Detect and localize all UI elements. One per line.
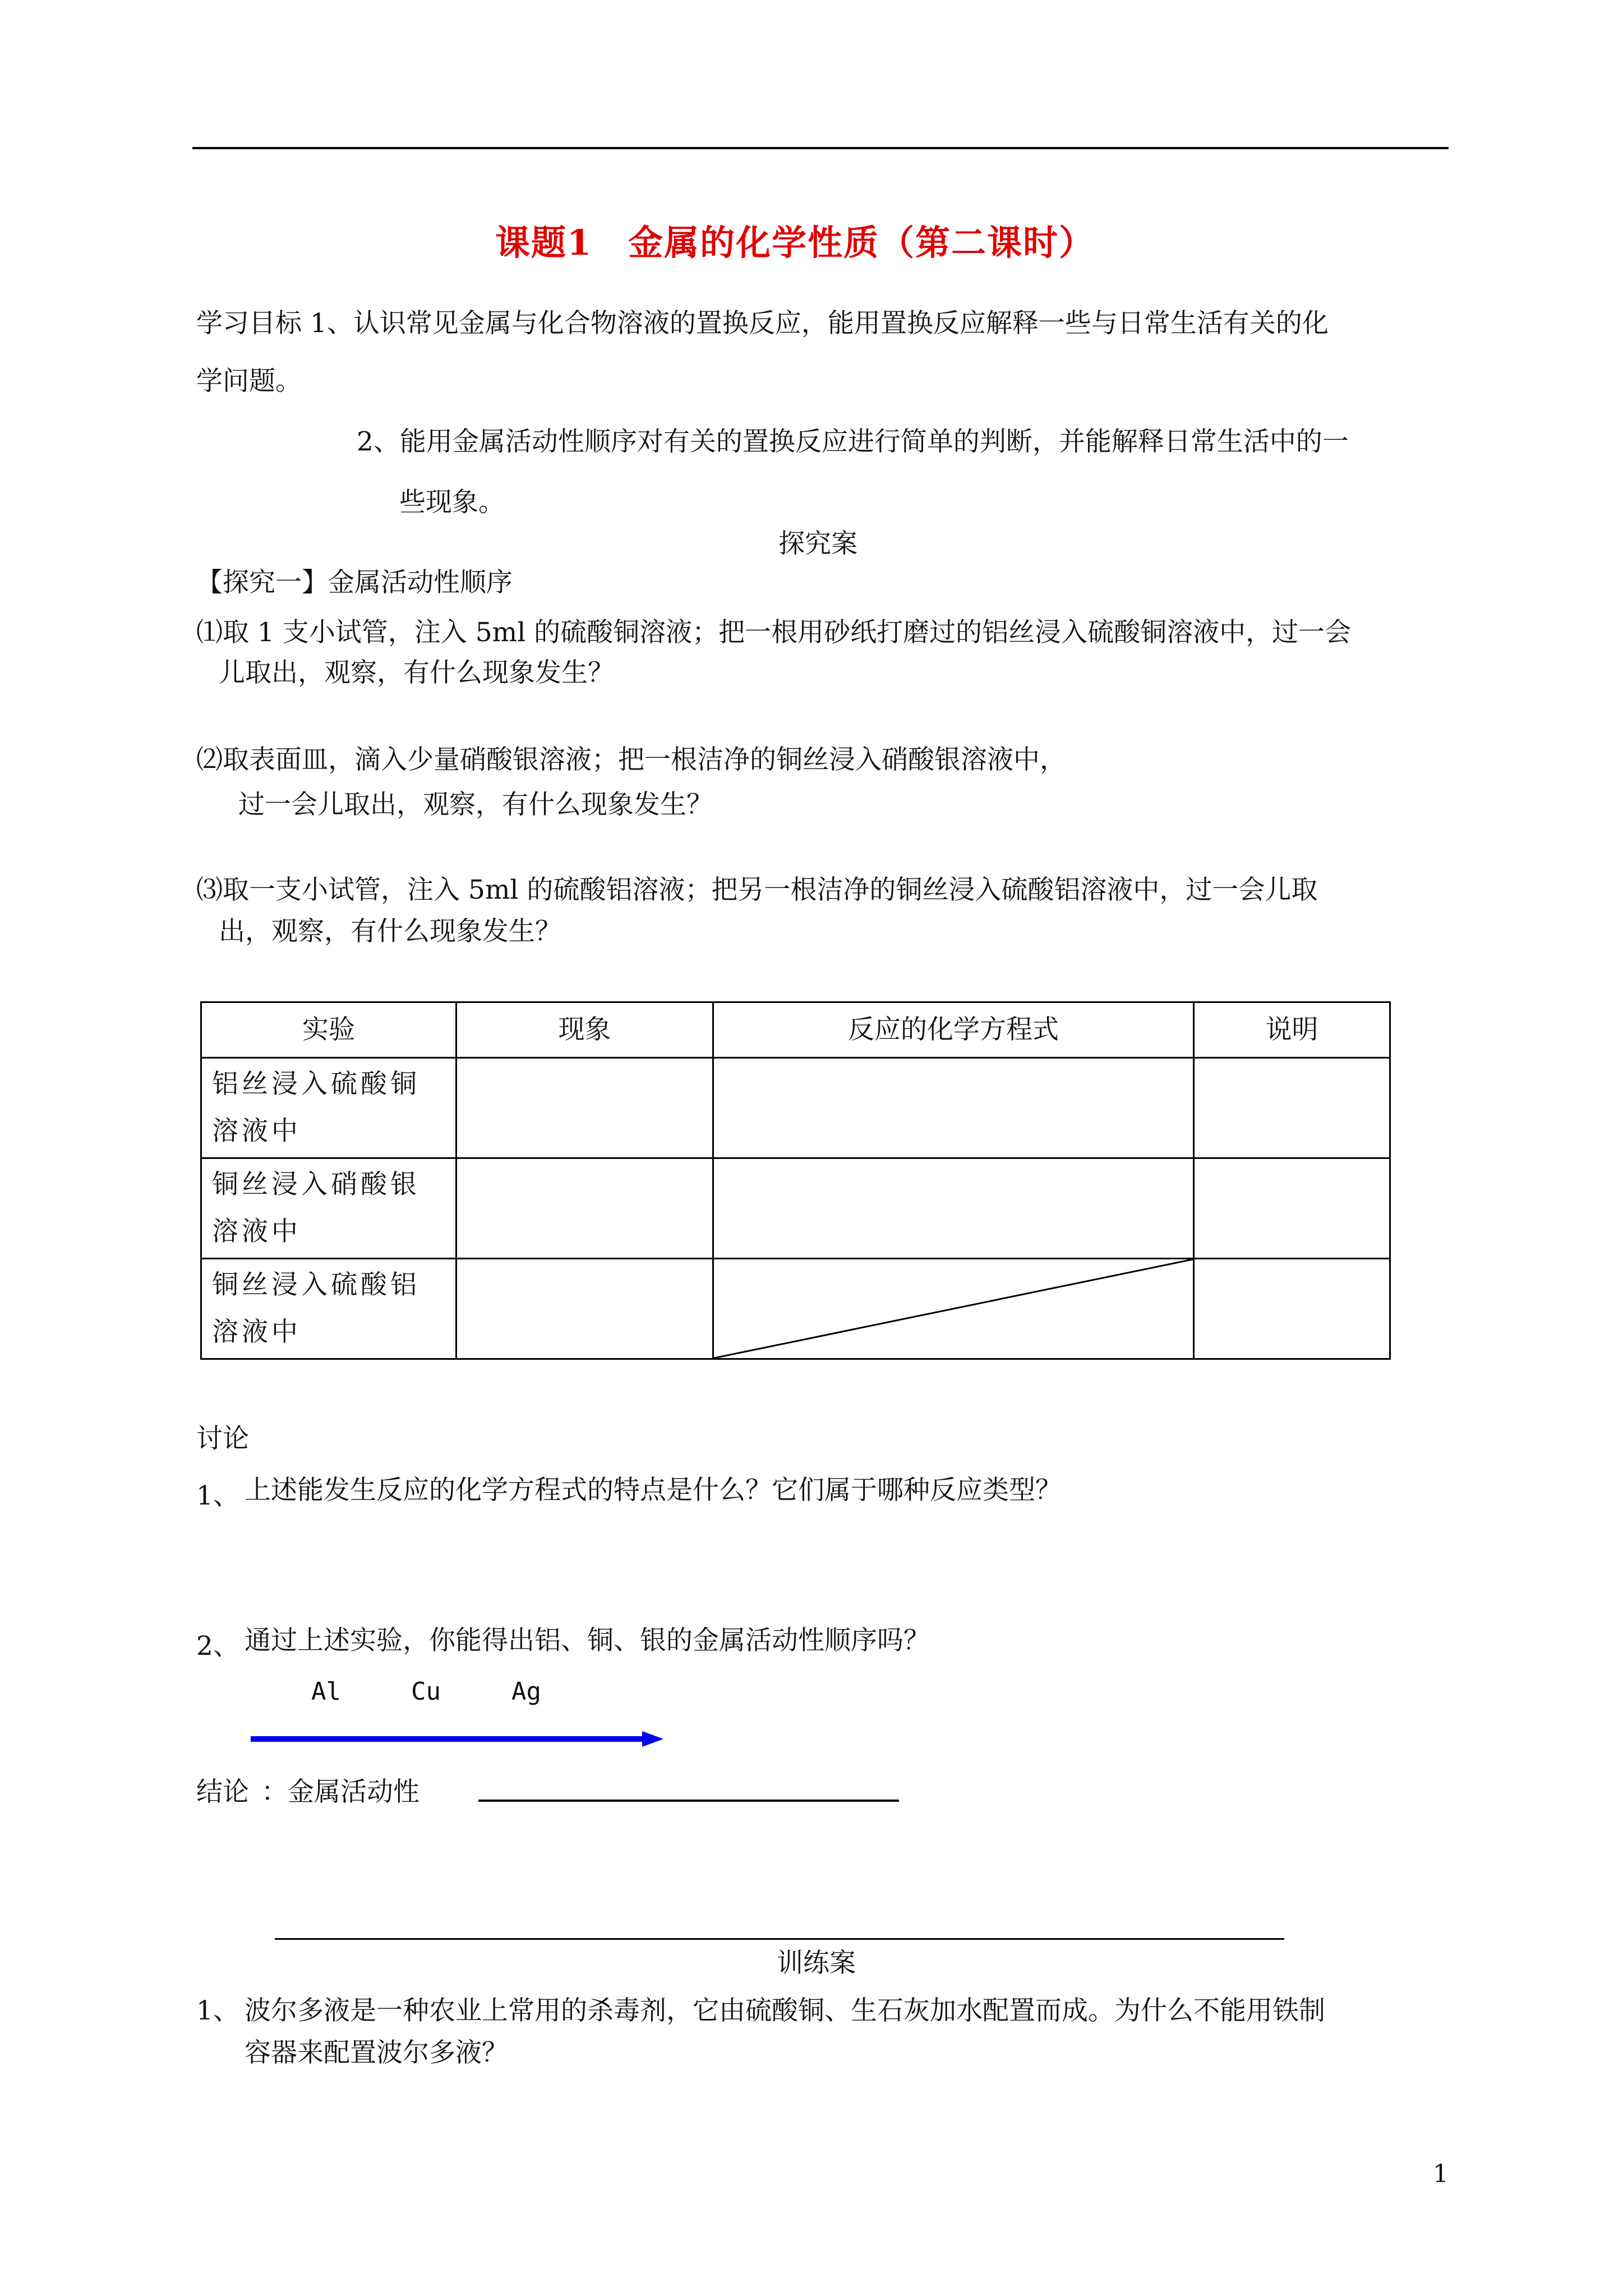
section-divider: [275, 1938, 1284, 1940]
table-cell-notes[interactable]: [1194, 1058, 1390, 1158]
training-1-line1: 波尔多液是一种农业上常用的杀毒剂，它由硫酸铜、生石灰加水配置而成。为什么不能用铁制: [245, 1995, 1325, 2026]
section-explore: 探究案: [778, 528, 857, 559]
discussion-1-number: 1、: [196, 1480, 239, 1511]
table-cell-equation[interactable]: [713, 1058, 1194, 1158]
table-row: [201, 1259, 1390, 1359]
page-number: 1: [1433, 2160, 1449, 2188]
step-1-line1: ⑴取 1 支小试管，注入 5ml 的硫酸铜溶液；把一根用砂纸打磨过的铝丝浸入硫酸铜溶液中，过一会: [196, 617, 1352, 648]
table-cell-phenomenon[interactable]: [457, 1158, 713, 1259]
objective-1: 学习目标 1、认识常见金属与化合物溶液的置换反应，能用置换反应解释一些与日常生活有关的化: [196, 308, 1329, 339]
experiment-table: [200, 1001, 1391, 1360]
objective-1-cont: 学问题。: [196, 366, 302, 397]
table-header-phenomenon: 现象: [457, 1002, 713, 1058]
table-cell-equation[interactable]: [713, 1158, 1194, 1259]
table-row: [201, 1058, 1390, 1158]
cell-diagonal-line: [714, 1259, 1193, 1358]
table-row: [201, 1158, 1390, 1259]
table-header-equation: 反应的化学方程式: [713, 1002, 1194, 1058]
table-header-experiment: 实验: [201, 1002, 457, 1058]
discussion-2-number: 2、: [196, 1631, 239, 1662]
training-1-line2: 容器来配置波尔多液？: [245, 2037, 508, 2068]
metal-al: Al: [311, 1677, 341, 1706]
objective-2-cont: 些现象。: [399, 487, 505, 518]
section-training: 训练案: [777, 1948, 856, 1978]
table-cell-experiment: 铜丝浸入硝酸银溶液中: [201, 1158, 457, 1259]
page-title: 课题1 金属的化学性质（第二课时）: [495, 222, 1095, 263]
discussion-1-text: 上述能发生反应的化学方程式的特点是什么？它们属于哪种反应类型？: [245, 1475, 1062, 1506]
activity-order-arrow: [250, 1728, 665, 1750]
step-2-line1: ⑵取表面皿，滴入少量硝酸银溶液；把一根洁净的铜丝浸入硝酸银溶液中，: [196, 744, 1066, 775]
conclusion-answer-line: [478, 1800, 899, 1802]
table-cell-experiment: 铜丝浸入硫酸铝溶液中: [201, 1259, 457, 1359]
step-1-line2: 儿取出，观察，有什么现象发生？: [219, 657, 614, 688]
metal-cu: Cu: [411, 1677, 441, 1706]
explore-heading: 【探究一】金属活动性顺序: [196, 567, 513, 598]
discussion-2-text: 通过上述实验，你能得出铝、铜、银的金属活动性顺序吗？: [245, 1625, 930, 1656]
step-3-line2: 出，观察，有什么现象发生？: [219, 916, 561, 947]
table-cell-phenomenon[interactable]: [457, 1058, 713, 1158]
table-header-notes: 说明: [1194, 1002, 1390, 1058]
table-cell-notes[interactable]: [1194, 1259, 1390, 1359]
metal-ag: Ag: [511, 1677, 541, 1706]
discussion-heading: 讨论: [196, 1423, 249, 1454]
table-cell-equation-crossed: [713, 1259, 1194, 1359]
step-3-line1: ⑶取一支小试管，注入 5ml 的硫酸铝溶液；把另一根洁净的铜丝浸入硫酸铝溶液中，过一会儿取: [196, 875, 1318, 905]
training-1-number: 1、: [196, 1995, 239, 2026]
table-cell-notes[interactable]: [1194, 1158, 1390, 1259]
objective-2: 2、能用金属活动性顺序对有关的置换反应进行简单的判断，并能解释日常生活中的一: [357, 426, 1349, 457]
conclusion-text: ：金属活动性: [261, 1777, 419, 1807]
header-rule: [192, 147, 1449, 149]
table-cell-phenomenon[interactable]: [457, 1259, 713, 1359]
table-cell-experiment: 铝丝浸入硫酸铜溶液中: [201, 1058, 457, 1158]
conclusion-label: 结论: [196, 1777, 249, 1807]
step-2-line2: 过一会儿取出，观察，有什么现象发生？: [238, 789, 713, 820]
